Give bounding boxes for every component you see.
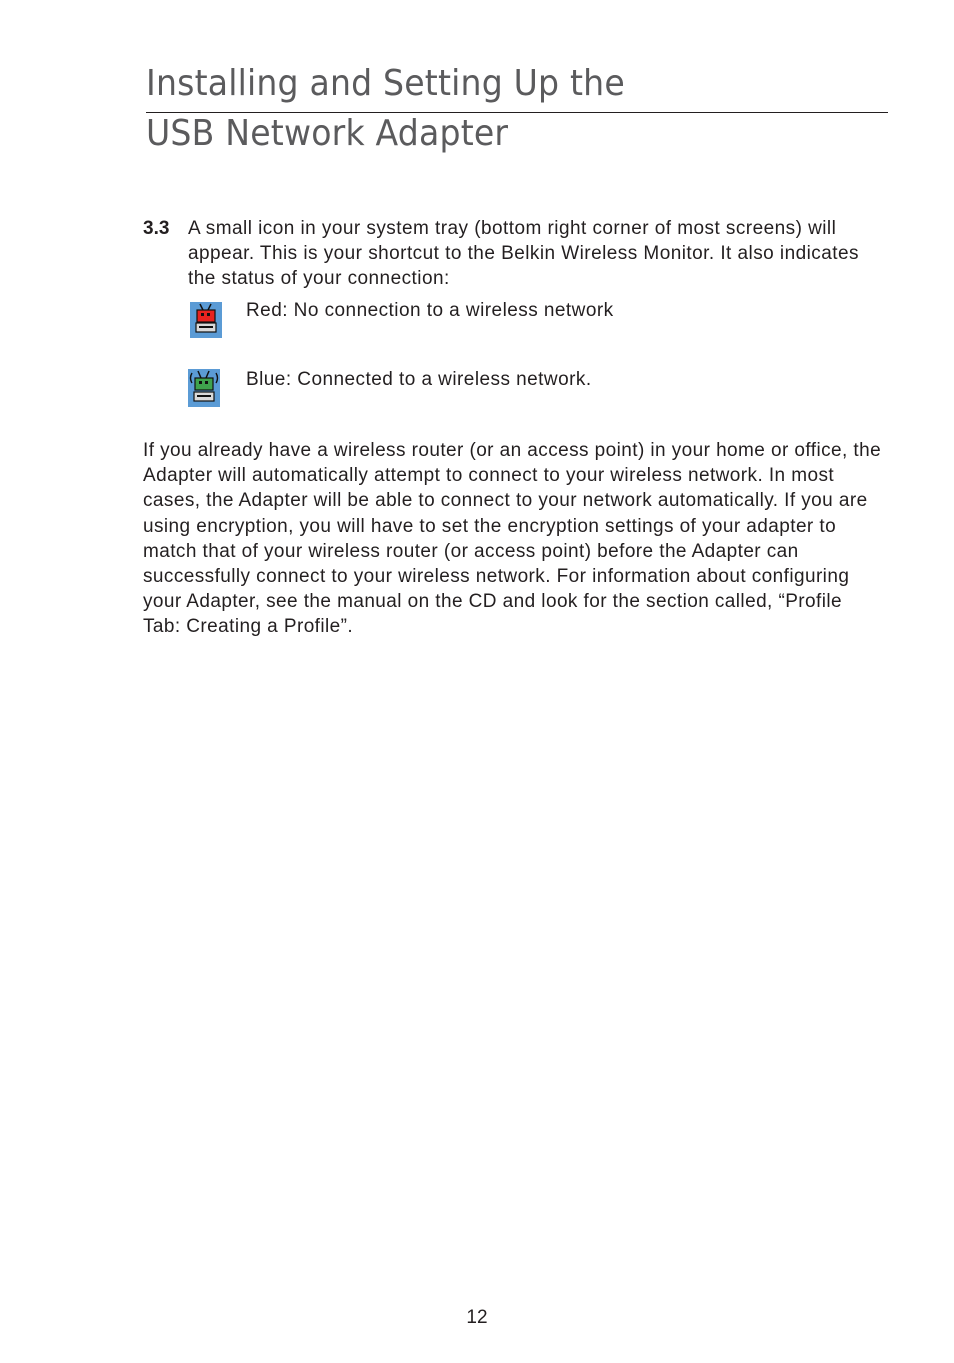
red-adapter-icon: [190, 302, 222, 338]
step-number: 3.3: [143, 218, 170, 239]
blue-adapter-icon: [188, 369, 220, 405]
step-text: A small icon in your system tray (bottom right corner of most screens) will appear. This is your shortcut to the Belkin Wireless Monitor. It also indicates the status of your connection:: [188, 218, 859, 289]
status-blue-text: Blue: Connected to a wireless network.: [246, 369, 592, 390]
body-paragraph: If you already have a wireless router (or an access point) in your home or office, the Adapter will automatically attempt to connect to your wireless network. In most cases, the Adapter will be able to connect to your network automatically. If you are using encryption, you will have to set the encryption settings of your adapter to match that of your wireless router (or access point) before the Adapter can successfully connect to your wireless network. For information about configuring your Adapter, see the manual on the CD and look for the section called, “Profile Tab: Creating a Profile”.: [143, 440, 882, 638]
page-number: 12: [466, 1307, 488, 1328]
status-red-text: Red: No connection to a wireless network: [246, 300, 614, 321]
page-title-line-2: USB Network Adapter: [146, 113, 509, 154]
page-title-line-1: Installing and Setting Up the: [146, 63, 625, 104]
